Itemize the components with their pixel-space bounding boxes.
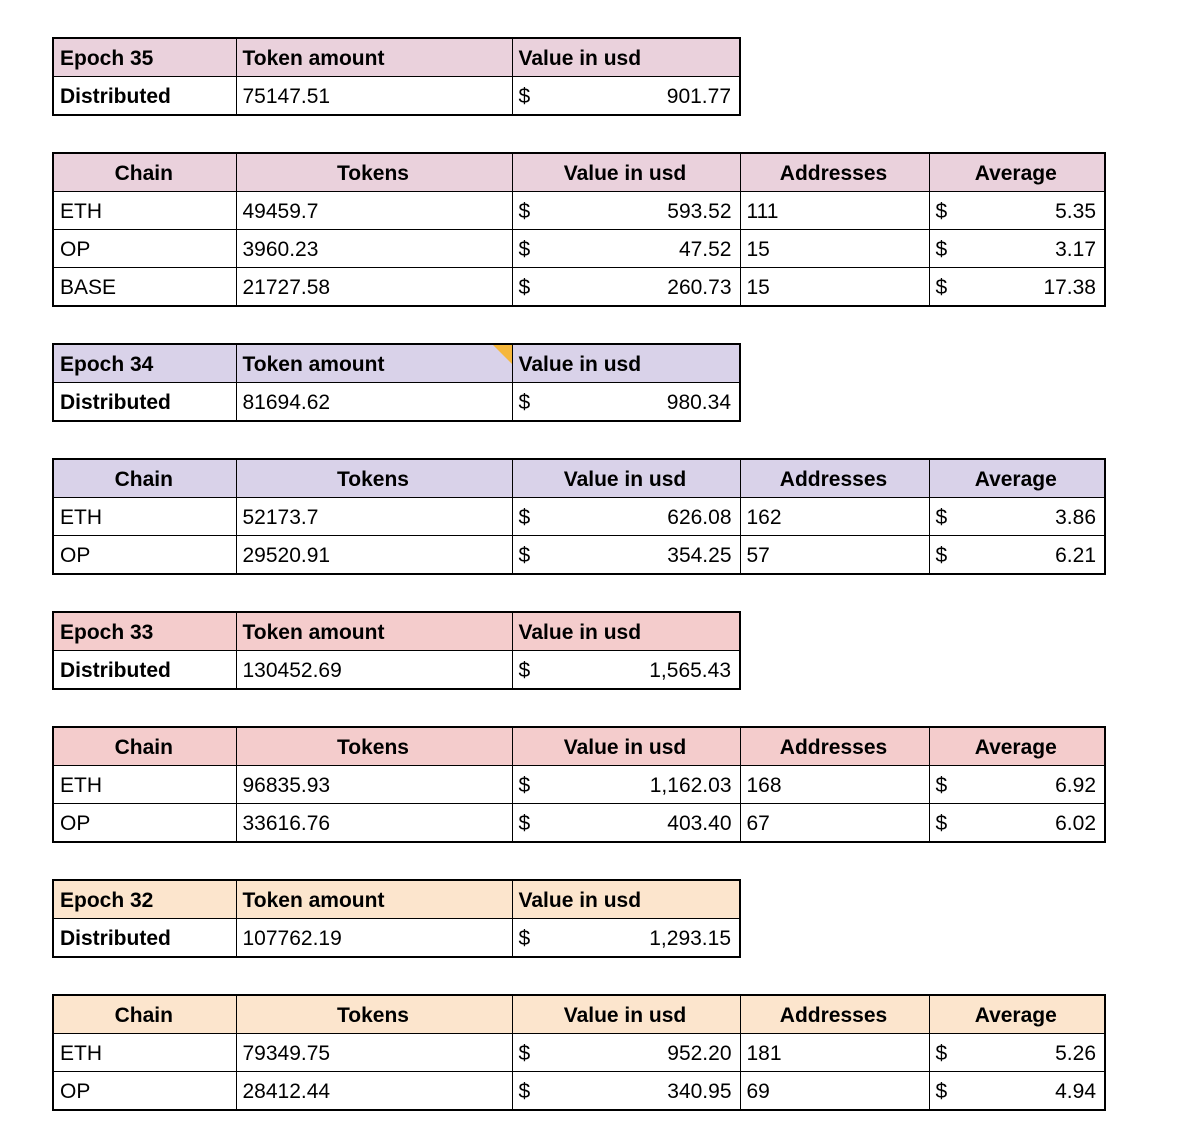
accounting-format: [519, 86, 732, 107]
accounting-format: [519, 1081, 732, 1102]
distributed-label-cell[interactable]: Distributed: [53, 383, 236, 422]
chain-name-cell[interactable]: ETH: [53, 766, 236, 804]
value-usd-header-cell[interactable]: [512, 344, 740, 383]
usd-amount: 5.26: [1055, 1041, 1096, 1065]
header-row: [53, 153, 1105, 192]
header-label: Epoch 34: [60, 352, 154, 376]
usd-amount: 3.86: [1055, 505, 1096, 529]
table-row: [53, 651, 740, 690]
epoch-title-cell[interactable]: [53, 612, 236, 651]
average-cell[interactable]: [929, 1072, 1105, 1111]
accounting-format: [936, 277, 1097, 298]
header-label: Token amount: [242, 888, 385, 912]
accounting-format: [936, 775, 1097, 796]
usd-amount: 952.20: [667, 1041, 732, 1065]
currency-symbol: $: [935, 773, 948, 797]
token-amount-header-cell[interactable]: [236, 612, 512, 651]
header-row: [53, 880, 740, 919]
header-label: Value in usd: [518, 46, 642, 70]
accounting-format: [936, 239, 1097, 260]
epoch-35-summary-table: [52, 37, 741, 116]
header-label: Value in usd: [518, 888, 642, 912]
currency-symbol: $: [518, 84, 531, 108]
accounting-format: [519, 392, 732, 413]
usd-value-cell[interactable]: [512, 536, 740, 575]
table-row: [53, 230, 1105, 268]
accounting-format: [519, 660, 732, 681]
usd-amount: 6.21: [1055, 543, 1096, 567]
tokens-header-cell[interactable]: [236, 995, 512, 1034]
distributed-label-cell[interactable]: Distributed: [53, 919, 236, 958]
chain-name-cell[interactable]: OP: [53, 536, 236, 575]
addresses-header-cell[interactable]: [740, 727, 929, 766]
accounting-format: [519, 1043, 732, 1064]
header-label: Average: [974, 467, 1057, 491]
usd-value-cell[interactable]: [512, 192, 740, 230]
average-header-cell[interactable]: [929, 459, 1105, 498]
tokens-cell[interactable]: 52173.7: [236, 498, 512, 536]
currency-symbol: $: [935, 275, 948, 299]
usd-value-cell[interactable]: [512, 804, 740, 843]
token-amount-cell[interactable]: 107762.19: [236, 919, 512, 958]
epoch-34-summary-table: [52, 343, 741, 422]
header-row: [53, 727, 1105, 766]
usd-amount: 1,565.43: [649, 658, 731, 682]
epoch-title-cell[interactable]: [53, 344, 236, 383]
usd-value-cell[interactable]: [512, 651, 740, 690]
tokens-cell[interactable]: 21727.58: [236, 268, 512, 307]
table-row: [53, 1072, 1105, 1111]
average-cell[interactable]: [929, 192, 1105, 230]
usd-amount: 354.25: [667, 543, 732, 567]
usd-amount: 47.52: [678, 237, 732, 261]
currency-symbol: $: [935, 1079, 948, 1103]
value-usd-header-cell[interactable]: [512, 153, 740, 192]
header-label: Token amount: [242, 352, 385, 376]
accounting-format: [519, 239, 732, 260]
header-row: [53, 995, 1105, 1034]
average-cell[interactable]: [929, 804, 1105, 843]
table-row: [53, 766, 1105, 804]
accounting-format: [519, 928, 732, 949]
tokens-cell[interactable]: 28412.44: [236, 1072, 512, 1111]
value-usd-header-cell[interactable]: [512, 727, 740, 766]
epoch-title-cell[interactable]: [53, 38, 236, 77]
chain-name-cell[interactable]: OP: [53, 1072, 236, 1111]
accounting-format: [936, 813, 1097, 834]
usd-amount: 626.08: [667, 505, 732, 529]
distributed-label-cell[interactable]: Distributed: [53, 77, 236, 116]
header-label: Epoch 33: [60, 620, 154, 644]
header-label: Average: [974, 735, 1057, 759]
usd-amount: 4.94: [1055, 1079, 1096, 1103]
accounting-format: [936, 507, 1097, 528]
addresses-cell[interactable]: 111: [740, 192, 929, 230]
usd-amount: 901.77: [666, 84, 731, 108]
table-row: [53, 536, 1105, 575]
addresses-header-cell[interactable]: [740, 995, 929, 1034]
header-label: Addresses: [779, 467, 888, 491]
header-label: Tokens: [337, 467, 409, 491]
tokens-cell[interactable]: 49459.7: [236, 192, 512, 230]
table-row: [53, 77, 740, 116]
addresses-cell[interactable]: 15: [740, 268, 929, 307]
epoch-33-section: [52, 611, 1186, 843]
epoch-34-section: [52, 343, 1186, 575]
addresses-cell[interactable]: 181: [740, 1034, 929, 1072]
accounting-format: [936, 545, 1097, 566]
table-row: [53, 919, 740, 958]
usd-amount: 980.34: [666, 390, 731, 414]
chain-header-cell[interactable]: [53, 459, 236, 498]
header-label: Value in usd: [563, 467, 687, 491]
token-amount-cell[interactable]: 81694.62: [236, 383, 512, 422]
header-label: Average: [974, 1003, 1057, 1027]
tokens-cell[interactable]: 96835.93: [236, 766, 512, 804]
usd-amount: 1,293.15: [649, 926, 731, 950]
accounting-format: [519, 201, 732, 222]
addresses-header-cell[interactable]: [740, 459, 929, 498]
usd-amount: 5.35: [1055, 199, 1096, 223]
average-header-cell[interactable]: [929, 153, 1105, 192]
usd-value-cell[interactable]: [512, 230, 740, 268]
currency-symbol: $: [518, 505, 531, 529]
table-row: [53, 498, 1105, 536]
tokens-header-cell[interactable]: [236, 153, 512, 192]
usd-amount: 1,162.03: [649, 773, 732, 797]
value-usd-header-cell[interactable]: [512, 612, 740, 651]
usd-amount: 403.40: [667, 811, 732, 835]
usd-value-cell[interactable]: [512, 77, 740, 116]
table-row: [53, 804, 1105, 843]
token-amount-header-cell[interactable]: [236, 880, 512, 919]
header-row: [53, 344, 740, 383]
currency-symbol: $: [935, 237, 948, 261]
distributed-label-cell[interactable]: Distributed: [53, 651, 236, 690]
epoch-35-section: [52, 37, 1186, 307]
tokens-cell[interactable]: 3960.23: [236, 230, 512, 268]
tokens-cell[interactable]: 29520.91: [236, 536, 512, 575]
average-cell[interactable]: [929, 498, 1105, 536]
currency-symbol: $: [935, 199, 948, 223]
tokens-cell[interactable]: 33616.76: [236, 804, 512, 843]
currency-symbol: $: [518, 390, 531, 414]
currency-symbol: $: [518, 926, 531, 950]
token-amount-header-cell[interactable]: [236, 38, 512, 77]
header-label: Chain: [114, 161, 173, 185]
usd-amount: 6.92: [1055, 773, 1096, 797]
header-label: Addresses: [779, 161, 888, 185]
header-label: Token amount: [242, 46, 385, 70]
chain-name-cell[interactable]: OP: [53, 230, 236, 268]
usd-value-cell[interactable]: [512, 1072, 740, 1111]
accounting-format: [519, 775, 732, 796]
value-usd-header-cell[interactable]: [512, 995, 740, 1034]
header-label: Value in usd: [518, 620, 642, 644]
addresses-cell[interactable]: 162: [740, 498, 929, 536]
header-label: Epoch 35: [60, 46, 154, 70]
average-cell[interactable]: [929, 1034, 1105, 1072]
usd-value-cell[interactable]: [512, 766, 740, 804]
addresses-cell[interactable]: 15: [740, 230, 929, 268]
header-label: Tokens: [337, 1003, 409, 1027]
comment-marker-icon[interactable]: [493, 345, 512, 364]
average-cell[interactable]: [929, 536, 1105, 575]
header-label: Value in usd: [518, 352, 642, 376]
usd-amount: 17.38: [1043, 275, 1096, 299]
header-label: Value in usd: [563, 735, 687, 759]
usd-amount: 3.17: [1055, 237, 1096, 261]
chain-name-cell[interactable]: OP: [53, 804, 236, 843]
epoch-34-chains-table: [52, 458, 1106, 575]
token-amount-cell[interactable]: 75147.51: [236, 77, 512, 116]
header-label: Epoch 32: [60, 888, 154, 912]
chain-header-cell[interactable]: [53, 153, 236, 192]
currency-symbol: $: [518, 237, 531, 261]
table-row: [53, 192, 1105, 230]
currency-symbol: $: [935, 543, 948, 567]
header-row: [53, 38, 740, 77]
usd-value-cell[interactable]: [512, 919, 740, 958]
currency-symbol: $: [518, 275, 531, 299]
token-amount-header-cell[interactable]: [236, 344, 512, 383]
header-row: [53, 459, 1105, 498]
table-row: [53, 268, 1105, 307]
chain-header-cell[interactable]: [53, 727, 236, 766]
value-usd-header-cell[interactable]: [512, 880, 740, 919]
header-label: Average: [974, 161, 1057, 185]
header-label: Value in usd: [563, 1003, 687, 1027]
chain-name-cell[interactable]: ETH: [53, 498, 236, 536]
value-usd-header-cell[interactable]: [512, 459, 740, 498]
header-label: Tokens: [337, 161, 409, 185]
usd-amount: 593.52: [667, 199, 732, 223]
accounting-format: [936, 1081, 1097, 1102]
chain-header-cell[interactable]: [53, 995, 236, 1034]
currency-symbol: $: [518, 543, 531, 567]
usd-value-cell[interactable]: [512, 1034, 740, 1072]
usd-value-cell[interactable]: [512, 383, 740, 422]
epoch-35-chains-table: [52, 152, 1106, 307]
epoch-title-cell[interactable]: [53, 880, 236, 919]
tokens-header-cell[interactable]: [236, 727, 512, 766]
addresses-header-cell[interactable]: [740, 153, 929, 192]
average-cell[interactable]: [929, 766, 1105, 804]
usd-amount: 340.95: [667, 1079, 732, 1103]
chain-name-cell[interactable]: ETH: [53, 192, 236, 230]
header-label: Addresses: [779, 1003, 888, 1027]
header-label: Chain: [114, 1003, 173, 1027]
header-label: Chain: [114, 467, 173, 491]
accounting-format: [936, 201, 1097, 222]
table-row: [53, 1034, 1105, 1072]
addresses-cell[interactable]: 67: [740, 804, 929, 843]
addresses-cell[interactable]: 168: [740, 766, 929, 804]
header-label: Addresses: [779, 735, 888, 759]
table-row: [53, 383, 740, 422]
chain-name-cell[interactable]: BASE: [53, 268, 236, 307]
currency-symbol: $: [518, 1041, 531, 1065]
addresses-cell[interactable]: 69: [740, 1072, 929, 1111]
currency-symbol: $: [518, 811, 531, 835]
currency-symbol: $: [935, 1041, 948, 1065]
currency-symbol: $: [935, 505, 948, 529]
epoch-33-summary-table: [52, 611, 741, 690]
value-usd-header-cell[interactable]: [512, 38, 740, 77]
token-amount-cell[interactable]: 130452.69: [236, 651, 512, 690]
average-cell[interactable]: [929, 230, 1105, 268]
tokens-cell[interactable]: 79349.75: [236, 1034, 512, 1072]
epoch-32-summary-table: [52, 879, 741, 958]
currency-symbol: $: [518, 199, 531, 223]
epoch-32-section: [52, 879, 1186, 1111]
header-label: Tokens: [337, 735, 409, 759]
chain-name-cell[interactable]: ETH: [53, 1034, 236, 1072]
accounting-format: [519, 277, 732, 298]
currency-symbol: $: [518, 773, 531, 797]
header-label: Value in usd: [563, 161, 687, 185]
tokens-header-cell[interactable]: [236, 459, 512, 498]
average-cell[interactable]: [929, 268, 1105, 307]
usd-value-cell[interactable]: [512, 268, 740, 307]
currency-symbol: $: [518, 658, 531, 682]
average-header-cell[interactable]: [929, 995, 1105, 1034]
accounting-format: [519, 507, 732, 528]
currency-symbol: $: [518, 1079, 531, 1103]
accounting-format: [519, 813, 732, 834]
accounting-format: [519, 545, 732, 566]
average-header-cell[interactable]: [929, 727, 1105, 766]
usd-value-cell[interactable]: [512, 498, 740, 536]
header-label: Chain: [114, 735, 173, 759]
accounting-format: [936, 1043, 1097, 1064]
currency-symbol: $: [935, 811, 948, 835]
usd-amount: 6.02: [1055, 811, 1096, 835]
header-row: [53, 612, 740, 651]
epoch-32-chains-table: [52, 994, 1106, 1111]
header-label: Token amount: [242, 620, 385, 644]
addresses-cell[interactable]: 57: [740, 536, 929, 575]
usd-amount: 260.73: [667, 275, 732, 299]
epoch-33-chains-table: [52, 726, 1106, 843]
